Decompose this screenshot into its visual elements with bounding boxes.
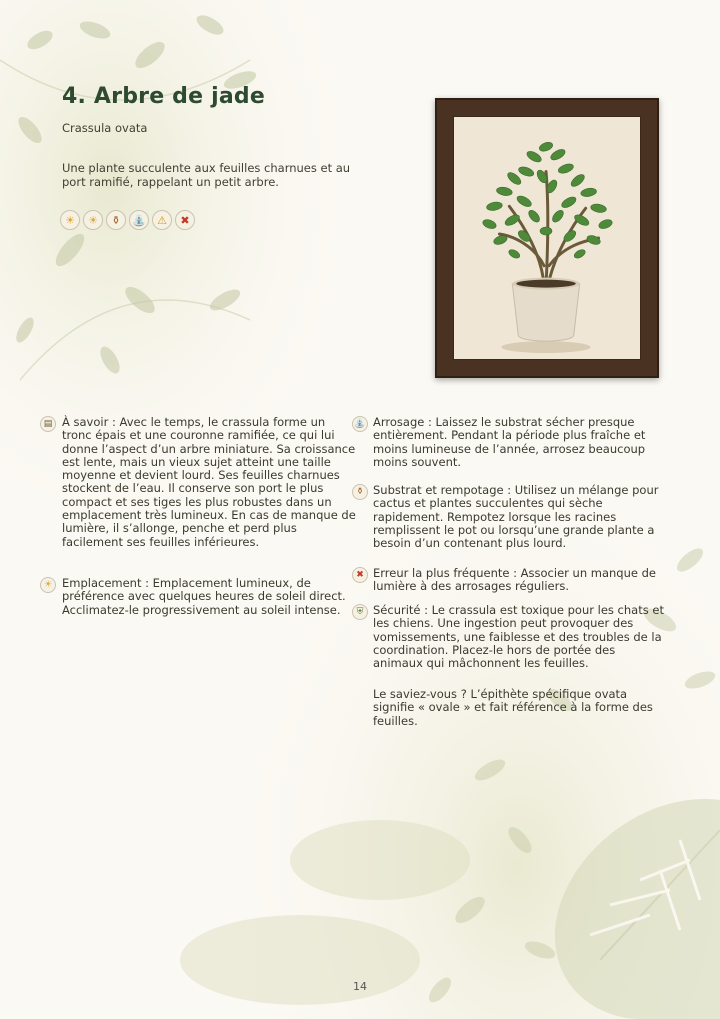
page-number: 14 <box>353 980 367 993</box>
shield-icon: ⛨ <box>352 604 368 620</box>
pot-icon: ⚱ <box>352 484 368 500</box>
watering-can-icon: ⛲ <box>129 210 149 230</box>
erreur-text: Erreur la plus fréquente : Associer un manque de lumière à des arrosages réguliers. <box>373 566 656 594</box>
pet-toxic-icon: ✖ <box>175 210 195 230</box>
sun-location-icon: ☀ <box>40 577 56 593</box>
full-sun-icon: ☀ <box>60 210 80 230</box>
latin-name: Crassula ovata <box>62 121 148 135</box>
care-icons-row <box>60 210 195 230</box>
book-icon: ▤ <box>40 416 56 432</box>
substrat-text: Substrat et rempotage : Utilisez un mélange pour cactus et plantes succulentes qui sèche rapidement. Rempotez lorsque les racines remplissent le pot ou lorsqu’une grande plante a besoin d’un contenant plus lourd. <box>373 483 659 551</box>
arrosage-text: Arrosage : Laissez le substrat sécher presque entièrement. Pendant la période plus fraîche et moins lumineuse de l’année, arrosez beaucoup moins souvent. <box>373 415 646 469</box>
le-saviez-vous-text: Le saviez-vous ? L’épithète spécifique ovata signifie « ovale » et fait référence à la forme des feuilles. <box>373 687 653 728</box>
error-icon: ✖ <box>352 567 368 583</box>
partial-sun-icon: ☀ <box>83 210 103 230</box>
plant-description: Une plante succulente aux feuilles charnues et au port ramifié, rappelant un petit arbre. <box>62 161 351 189</box>
watering-can-icon: ⛲ <box>352 416 368 432</box>
warning-icon: ⚠ <box>152 210 172 230</box>
plant-picture-frame <box>435 98 659 378</box>
jade-plant-illustration <box>453 116 641 360</box>
emplacement-text: Emplacement : Emplacement lumineux, de préférence avec quelques heures de soleil direct. Acclimatez-le progressivement au soleil intense. <box>62 576 346 617</box>
pot-icon: ⚱ <box>106 210 126 230</box>
securite-text: Sécurité : Le crassula est toxique pour les chats et les chiens. Une ingestion peut provoquer des vomissements, une faiblesse et des troubles de la coordination. Placez-le hors de portée des animaux qui mâchonnent les feuilles. <box>373 603 664 671</box>
a-savoir-text: À savoir : Avec le temps, le crassula forme un tronc épais et une couronne ramifiée, ce qui lui donne l’aspect d’un arbre miniature. Sa croissance est lente, mais un vieux sujet atteint une taille moyenne et devient lourd. Ses feuilles charnues stockent de l’eau. Il conserve son port le plus compact et ses tiges les plus robustes dans un emplacement très lumineux. En cas de manque de lumière, il s’allonge, penche et perd plus facilement ses feuilles inférieures. <box>62 415 356 549</box>
page-title: 4. Arbre de jade <box>62 84 265 109</box>
